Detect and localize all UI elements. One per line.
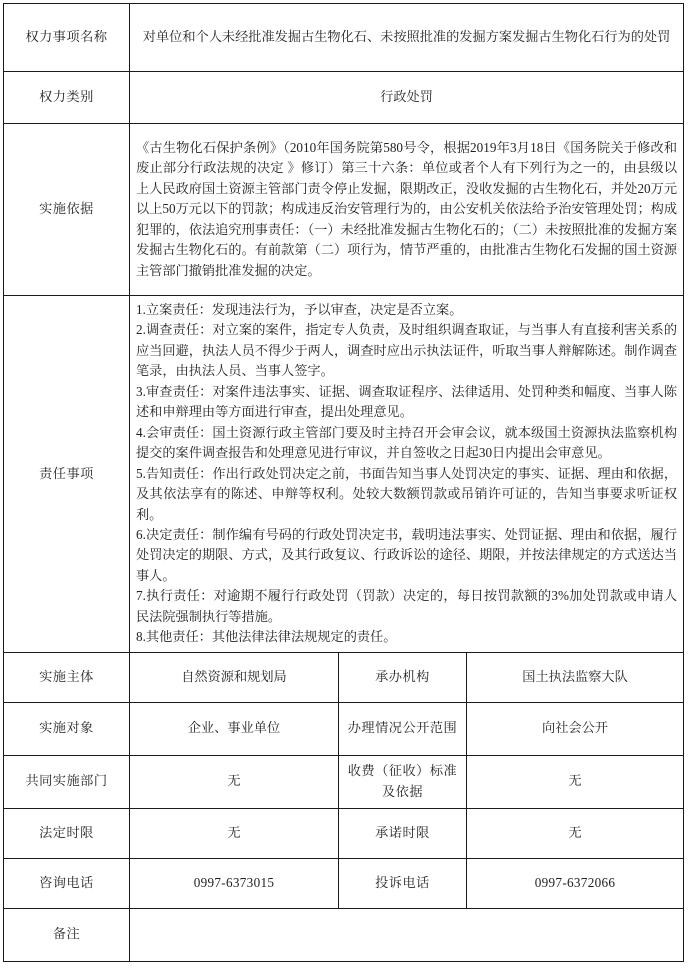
table-row-object xyxy=(4,702,684,755)
value-fee-standard: 无 xyxy=(467,755,684,808)
responsibility-item: 8.其他责任：其他法律法律法规规定的责任。 xyxy=(136,629,397,645)
responsibility-item: 7.执行责任：对逾期不履行行政处罚（罚款）决定的，每日按罚款额的3%加处罚款或申请人民法院强制执行等措施。 xyxy=(136,588,678,624)
value-subject: 自然资源和规划局 xyxy=(130,652,339,702)
responsibility-item: 4.会审责任：国土资源行政主管部门要及时主持召开会审会议，就本级国土资源执法监察机构提交的案件调查报告和处理意见进行审议，并自签收之日起30日内提出会审意见。 xyxy=(136,424,678,461)
table-row-responsibility xyxy=(4,296,684,653)
value-remarks xyxy=(130,908,684,961)
value-item-name: 对单位和个人未经批准发掘古生物化石、未按照批准的发掘方案发掘古生物化石行为的处罚 xyxy=(130,4,684,72)
label-statutory-limit: 法定时限 xyxy=(4,808,130,858)
value-promised-limit: 无 xyxy=(467,808,684,858)
label-complaint-tel: 投诉电话 xyxy=(339,858,467,908)
value-handling-org: 国土执法监察大队 xyxy=(467,652,684,702)
responsibility-item: 2.调查责任：对立案的案件，指定专人负责，及时组织调查取证，与当事人有直接利害关系的应当回避，执法人员不得少于两人，调查时应出示执法证件，听取当事人辩解陈述。制作调查笔录，由执法人员、当事人签字。 xyxy=(136,322,678,379)
value-disclosure-scope: 向社会公开 xyxy=(467,702,684,755)
table-row-power-type xyxy=(4,72,684,124)
label-disclosure-scope: 办理情况公开范围 xyxy=(339,702,467,755)
label-promised-limit: 承诺时限 xyxy=(339,808,467,858)
label-power-type: 权力类别 xyxy=(4,72,130,124)
label-object: 实施对象 xyxy=(4,702,130,755)
power-item-table xyxy=(3,3,684,962)
value-statutory-limit: 无 xyxy=(130,808,339,858)
label-fee-standard: 收费（征收）标准及依据 xyxy=(339,755,467,808)
table-row-telephones xyxy=(4,858,684,908)
responsibility-item: 1.立案责任：发现违法行为，予以审查，决定是否立案。 xyxy=(136,302,463,317)
label-handling-org: 承办机构 xyxy=(339,652,467,702)
table-row-joint-dept xyxy=(4,755,684,808)
label-consult-tel: 咨询电话 xyxy=(4,858,130,908)
label-remarks: 备注 xyxy=(4,908,130,961)
value-consult-tel: 0997-6373015 xyxy=(130,858,339,908)
table-row-subject xyxy=(4,652,684,702)
table-row-legal-basis xyxy=(4,124,684,296)
value-joint-dept: 无 xyxy=(130,755,339,808)
responsibility-item: 6.决定责任：制作编有号码的行政处罚决定书，载明违法事实、处罚证据、理由和依据，履行处罚决定的期限、方式，及其行政复议、行政诉讼的途径、期限，并按法律规定的方式送达当事人。 xyxy=(136,526,678,583)
label-legal-basis: 实施依据 xyxy=(4,124,130,296)
value-legal-basis: 《古生物化石保护条例》（2010年国务院第580号令，根据2019年3月18日《国务院关于修改和废止部分行政法规的决定 》修订）第三十六条：单位或者个人有下列行为之一的，由县级以上人民政府国土资源主管部门责令停止发掘，限期改正，没收发掘的古生物化石，并处20万元以上50万元以下的罚款；构成违反治安管理行为的，由公安机关依法给予治安管理处罚；构成犯罪的，依法追究刑事责任：（一）未经批准发掘古生物化石的；（二）未按照批准的发掘方案发掘古生物化石的。有前款第（二）项行为，情节严重的，由批准古生物化石发掘的国土资源主管部门撤销批准发掘的决定。 xyxy=(130,124,684,296)
table-row-statutory-limit xyxy=(4,808,684,858)
label-responsibility: 责任事项 xyxy=(4,296,130,653)
value-complaint-tel: 0997-6372066 xyxy=(467,858,684,908)
value-object: 企业、事业单位 xyxy=(130,702,339,755)
responsibility-item: 5.告知责任：作出行政处罚决定之前，书面告知当事人处罚决定的事实、证据、理由和依据，及其依法享有的陈述、申辩等权利。处较大数额罚款或吊销许可证的，告知当事要求听证权利。 xyxy=(136,465,678,522)
label-subject: 实施主体 xyxy=(4,652,130,702)
label-item-name: 权力事项名称 xyxy=(4,4,130,72)
label-joint-dept: 共同实施部门 xyxy=(4,755,130,808)
value-power-type: 行政处罚 xyxy=(130,72,684,124)
value-responsibility xyxy=(130,296,684,653)
table-row-item-name xyxy=(4,4,684,72)
table-row-remarks xyxy=(4,908,684,961)
responsibility-item: 3.审查责任：对案件违法事实、证据、调查取证程序、法律适用、处罚种类和幅度、当事人陈述和申辩理由等方面进行审查，提出处理意见。 xyxy=(136,383,678,420)
